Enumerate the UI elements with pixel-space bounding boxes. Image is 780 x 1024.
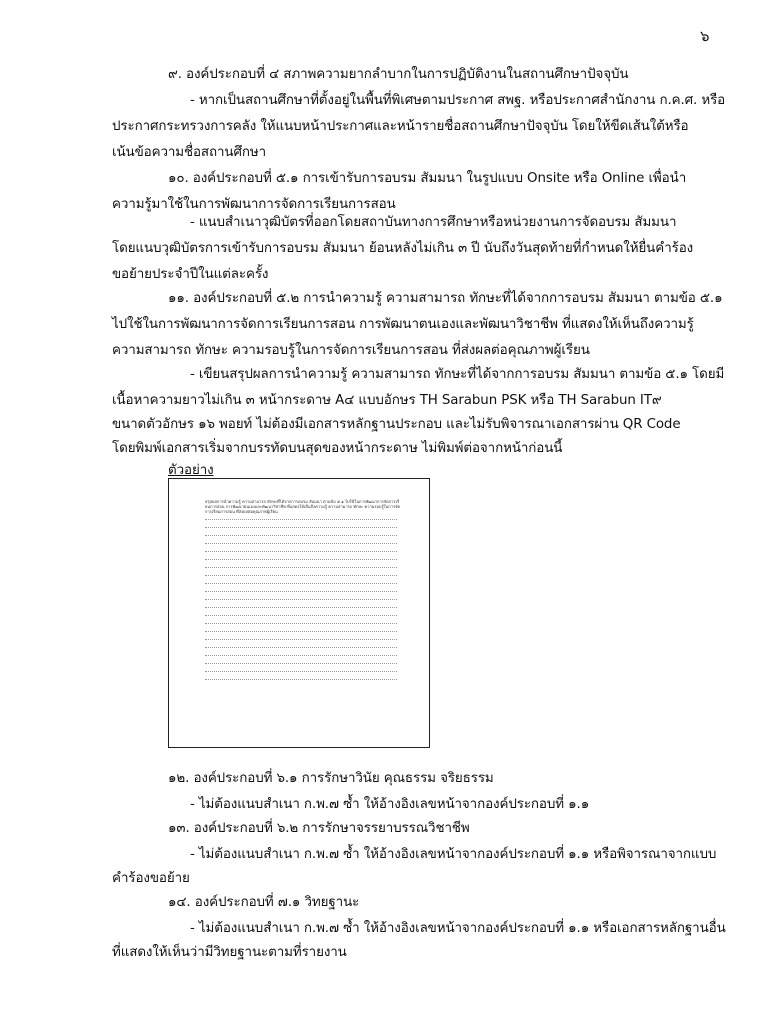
item-11-detail-cont: เนื้อหาความยาวไม่เกิน ๓ หน้ากระดาษ A๔ แบบอักษร TH Sarabun PSK หรือ TH Sarabun IT๙: [112, 393, 662, 408]
example-dotted-line: [205, 623, 397, 624]
example-dotted-line: [205, 559, 397, 560]
item-9-detail-cont: ประกาศกระทรวงการคลัง ให้แนบหน้าประกาศและหน้ารายชื่อสถานศึกษาปัจจุบัน โดยให้ขีดเส้นใต้หรือ: [112, 119, 689, 134]
item-14-detail-cont: ที่แสดงให้เห็นว่ามีวิทยฐานะตามที่รายงาน: [112, 945, 347, 960]
example-dotted-line: [205, 599, 397, 600]
item-11-heading-cont: ความสามารถ ทักษะ ความรอบรู้ในการจัดการเรียนการสอน ที่ส่งผลต่อคุณภาพผู้เรียน: [112, 343, 590, 358]
example-dotted-line: [205, 607, 397, 608]
item-10-heading: ๑๐. องค์ประกอบที่ ๕.๑ การเข้ารับการอบรม สัมมนา ในรูปแบบ Onsite หรือ Online เพื่อนำ: [168, 171, 687, 186]
example-dotted-line: [205, 543, 397, 544]
item-9-heading: ๙. องค์ประกอบที่ ๔ สภาพความยากลำบากในการปฏิบัติงานในสถานศึกษาปัจจุบัน: [168, 67, 629, 82]
item-10-detail: - แนบสำเนาวุฒิบัตรที่ออกโดยสถาบันทางการศึกษาหรือหน่วยงานการจัดอบรม สัมมนา: [190, 215, 677, 230]
item-11-detail: - เขียนสรุปผลการนำความรู้ ความสามารถ ทักษะที่ได้จากการอบรม สัมมนา ตามข้อ ๕.๑ โดยมี: [190, 367, 725, 382]
page-number: ๖: [700, 27, 710, 45]
example-dotted-line: [205, 639, 397, 640]
example-dotted-line: [205, 591, 397, 592]
example-dotted-line: [205, 671, 397, 672]
item-11-detail-cont: โดยพิมพ์เอกสารเริ่มจากบรรทัดบนสุดของหน้ากระดาษ ไม่พิมพ์ต่อจากหน้าก่อนนี้: [112, 441, 563, 456]
item-9-detail-cont: เน้นข้อความชื่อสถานศึกษา: [112, 145, 267, 160]
example-dotted-line: [205, 663, 397, 664]
item-13-heading: ๑๓. องค์ประกอบที่ ๖.๒ การรักษาจรรยาบรรณวิชาชีพ: [168, 821, 470, 836]
example-dotted-line: [205, 575, 397, 576]
example-label: ตัวอย่าง: [168, 463, 214, 478]
item-11-heading: ๑๑. องค์ประกอบที่ ๕.๒ การนำความรู้ ความสามารถ ทักษะที่ได้จากการอบรม สัมมนา ตามข้อ ๕.๑: [168, 291, 723, 306]
item-10-detail-cont: ขอย้ายประจำปีในแต่ละครั้ง: [112, 267, 269, 282]
item-10-heading-cont: ความรู้มาใช้ในการพัฒนาการจัดการเรียนการสอน: [112, 197, 396, 212]
example-dotted-line: [205, 615, 397, 616]
example-dotted-line: [205, 583, 397, 584]
item-13-detail-cont: คำร้องขอย้าย: [112, 871, 190, 886]
example-dotted-line: [205, 519, 397, 520]
example-dotted-line: [205, 679, 397, 680]
item-11-detail-cont: ขนาดตัวอักษร ๑๖ พอยท์ ไม่ต้องมีเอกสารหลักฐานประกอบ และไม่รับพิจารณาเอกสารผ่าน QR Code: [112, 417, 681, 432]
item-14-detail: - ไม่ต้องแนบสำเนา ก.พ.๗ ซ้ำ ให้อ้างอิงเลขหน้าจากองค์ประกอบที่ ๑.๑ หรือเอกสารหลักฐานอื่น: [190, 921, 726, 936]
example-dotted-line: [205, 567, 397, 568]
item-11-heading-cont: ไปใช้ในการพัฒนาการจัดการเรียนการสอน การพัฒนาตนเองและพัฒนาวิชาชีพ ที่แสดงให้เห็นถึงความรู้: [112, 317, 694, 332]
item-10-detail-cont: โดยแนบวุฒิบัตรการเข้ารับการอบรม สัมมนา ย้อนหลังไม่เกิน ๓ ปี นับถึงวันสุดท้ายที่กำหนดให้ยื่นคำร้อง: [112, 241, 694, 256]
example-dotted-line: [205, 527, 397, 528]
example-dotted-line: [205, 631, 397, 632]
item-13-detail: - ไม่ต้องแนบสำเนา ก.พ.๗ ซ้ำ ให้อ้างอิงเลขหน้าจากองค์ประกอบที่ ๑.๑ หรือพิจารณาจากแบบ: [190, 847, 717, 862]
example-excerpt: สรุปผลการนำความรู้ ความสามารถ ทักษะที่ได้จากการอบรม สัมมนา ตามข้อ ๕.๑ ไปใช้ในการพัฒนาการจัดการเรียนการสอน การพัฒนาตนเองและพัฒนาวิชาชีพ ที่แสดงให้เห็นถึงความรู้ ความสามารถ ทักษะ ความรอบรู้ในการจัดการเรียนการสอน ที่ส่งผลต่อคุณภาพผู้เรียน: [205, 499, 401, 514]
example-dotted-line: [205, 551, 397, 552]
item-12-heading: ๑๒. องค์ประกอบที่ ๖.๑ การรักษาวินัย คุณธรรม จริยธรรม: [168, 771, 494, 786]
example-dotted-line: [205, 535, 397, 536]
item-9-detail: - หากเป็นสถานศึกษาที่ตั้งอยู่ในพื้นที่พิเศษตามประกาศ สพฐ. หรือประกาศสำนักงาน ก.ค.ศ. หรือ: [190, 93, 726, 108]
item-14-heading: ๑๔. องค์ประกอบที่ ๗.๑ วิทยฐานะ: [168, 895, 360, 910]
example-dotted-line: [205, 655, 397, 656]
example-page-thumbnail: [168, 478, 430, 748]
item-12-detail: - ไม่ต้องแนบสำเนา ก.พ.๗ ซ้ำ ให้อ้างอิงเลขหน้าจากองค์ประกอบที่ ๑.๑: [190, 797, 590, 812]
example-dotted-line: [205, 647, 397, 648]
